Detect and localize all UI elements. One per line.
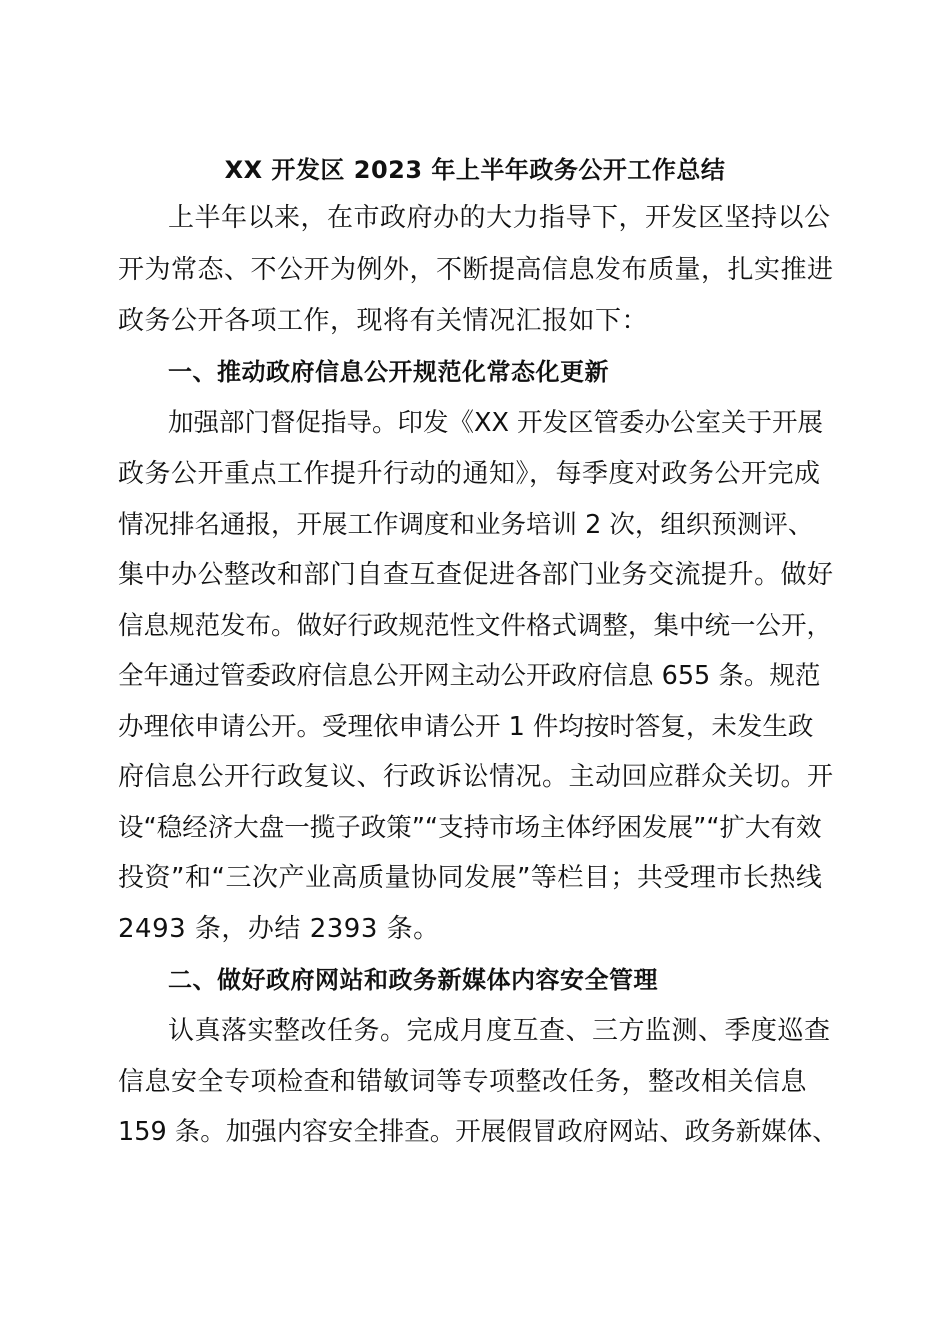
section2-line-1: 认真落实整改任务。完成月度互查、三方监测、季度巡查 <box>168 1016 831 1046</box>
section1-heading: 一、推动政府信息公开规范化常态化更新 <box>168 358 609 386</box>
section2-heading: 二、做好政府网站和政务新媒体内容安全管理 <box>168 966 658 994</box>
document-title: XX 开发区 2023 年上半年政务公开工作总结 <box>224 156 726 184</box>
section1-line-8: 府信息公开行政复议、行政诉讼情况。主动回应群众关切。开 <box>118 762 834 792</box>
section1-line-1: 加强部门督促指导。印发《XX 开发区管委办公室关于开展 <box>168 408 824 438</box>
intro-line-1: 上半年以来，在市政府办的大力指导下，开发区坚持以公 <box>168 203 831 233</box>
section1-line-2: 政务公开重点工作提升行动的通知》，每季度对政务公开完成 <box>118 459 821 489</box>
section1-line-10: 投资”和“三次产业高质量协同发展”等栏目；共受理市长热线 <box>118 863 823 893</box>
section2-line-2: 信息安全专项检查和错敏词等专项整改任务，整改相关信息 <box>118 1067 808 1097</box>
section1-line-4: 集中办公整改和部门自查互查促进各部门业务交流提升。做好 <box>118 560 834 590</box>
section1-line-3: 情况排名通报，开展工作调度和业务培训 2 次，组织预测评、 <box>118 510 814 540</box>
intro-line-3: 政务公开各项工作，现将有关情况汇报如下： <box>118 306 649 336</box>
section1-line-5: 信息规范发布。做好行政规范性文件格式调整，集中统一公开， <box>118 611 833 641</box>
section2-line-3: 159 条。加强内容安全排查。开展假冒政府网站、政务新媒体、 <box>118 1117 838 1147</box>
section1-line-11: 2493 条，办结 2393 条。 <box>118 914 440 944</box>
section1-line-6: 全年通过管委政府信息公开网主动公开政府信息 655 条。规范 <box>118 661 821 691</box>
intro-line-2: 开为常态、不公开为例外，不断提高信息发布质量，扎实推进 <box>118 255 834 285</box>
section1-line-7: 办理依申请公开。受理依申请公开 1 件均按时答复，未发生政 <box>118 712 814 742</box>
section1-line-9: 设“稳经济大盘一揽子政策”“支持市场主体纾困发展”“扩大有效 <box>118 813 822 843</box>
